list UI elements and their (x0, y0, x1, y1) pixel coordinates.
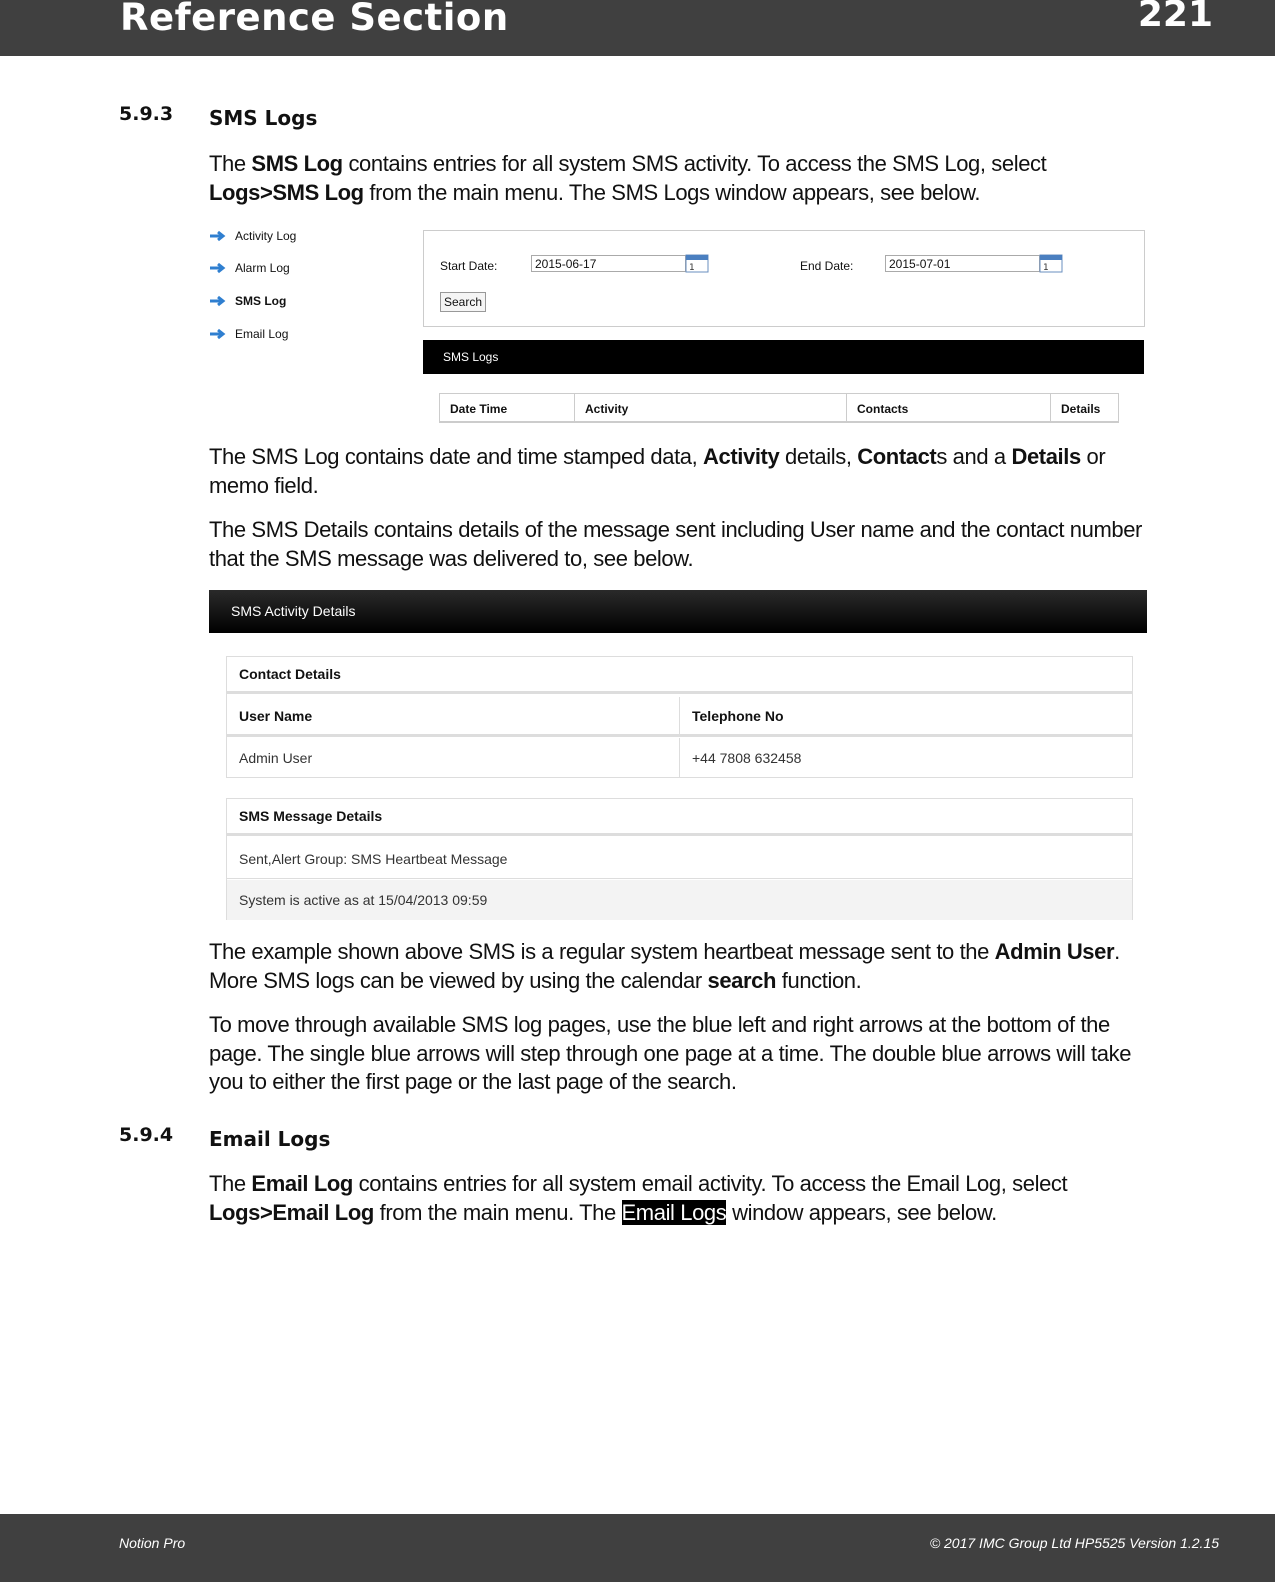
search-button[interactable]: Search (440, 292, 486, 312)
arrow-right-icon (209, 295, 227, 307)
message-line: Sent,Alert Group: SMS Heartbeat Message (227, 839, 1132, 879)
page-footer (0, 1514, 1275, 1582)
menu-item-alarm-log[interactable]: Alarm Log (209, 258, 290, 278)
page-number: 221 (1137, 0, 1213, 35)
start-date-label: Start Date: (440, 259, 498, 273)
start-date-input[interactable]: 2015-06-17 (531, 255, 686, 272)
arrow-right-icon (209, 328, 227, 340)
user-name-column: User Name (227, 697, 680, 734)
telephone-column: Telephone No (692, 707, 784, 724)
paragraph: The Email Log contains entries for all system email activity. To access the Email Log, select Logs>Email Log from the main menu. The Email Logs window appears, see below. (209, 1171, 1068, 1225)
telephone-value: +44 7808 632458 (692, 750, 802, 766)
paragraph: The example shown above SMS is a regular system heartbeat message sent to the Admin User. More SMS logs can be viewed by using the calendar search function. (209, 939, 1120, 993)
details-window-title-bar: SMS Activity Details (209, 590, 1147, 633)
paragraph: To move through available SMS log pages, use the blue left and right arrows at the bottom of the page. The single blue arrows will step through one page at a time. The double blue arrows will take you to either the first page or the last page of the search. (209, 1012, 1132, 1094)
sms-message-details-heading: SMS Message Details (227, 799, 1132, 836)
highlighted-text: Email Logs (621, 1199, 727, 1225)
contact-details-box (226, 656, 1133, 778)
table-row (227, 738, 1132, 778)
calendar-icon[interactable] (685, 251, 709, 273)
paragraph: The SMS Log contains date and time stamped data, Activity details, Contacts and a Details or memo field. (209, 444, 1106, 498)
footer-copyright: © 2017 IMC Group Ltd HP5525 Version 1.2.15 (929, 1535, 1219, 1551)
sms-message-details-box (226, 798, 1133, 920)
column-header-details[interactable]: Details (1050, 393, 1119, 423)
column-header-date-time[interactable]: Date Time (439, 393, 576, 423)
end-date-input[interactable]: 2015-07-01 (885, 255, 1040, 272)
sms-log-screenshot (205, 226, 1149, 428)
section-number: 5.9.3 (119, 103, 174, 125)
section-title: SMS Logs (209, 106, 318, 130)
sms-logs-panel-header: SMS Logs (423, 340, 1144, 374)
end-date-label: End Date: (800, 259, 854, 273)
calendar-icon[interactable] (1039, 251, 1063, 273)
user-name-value: Admin User (227, 738, 680, 778)
page-header (0, 0, 1275, 56)
svg-text:1: 1 (1043, 263, 1049, 273)
date-filter-panel (423, 230, 1145, 327)
contact-table-header (227, 697, 1132, 737)
column-header-contacts[interactable]: Contacts (846, 393, 1052, 423)
arrow-right-icon (209, 230, 227, 242)
sms-activity-details-screenshot (209, 590, 1147, 924)
menu-item-sms-log[interactable]: SMS Log (209, 291, 286, 311)
svg-text:1: 1 (689, 263, 695, 273)
column-header-activity[interactable]: Activity (574, 393, 848, 423)
menu-item-activity-log[interactable]: Activity Log (209, 226, 296, 246)
section-title: Email Logs (209, 1127, 331, 1151)
paragraph: The SMS Details contains details of the message sent including User name and the contact number that the SMS message was delivered to, see below. (209, 517, 1142, 571)
menu-item-email-log[interactable]: Email Log (209, 324, 288, 344)
footer-product: Notion Pro (119, 1535, 186, 1551)
page-title: Reference Section (120, 0, 509, 39)
message-line: System is active as at 15/04/2013 09:59 (227, 880, 1132, 920)
paragraph: The SMS Log contains entries for all system SMS activity. To access the SMS Log, select Logs>SMS Log from the main menu. The SMS Logs window appears, see below. (209, 151, 1047, 205)
arrow-right-icon (209, 262, 227, 274)
contact-details-heading: Contact Details (227, 657, 1132, 694)
section-number: 5.9.4 (119, 1124, 174, 1146)
